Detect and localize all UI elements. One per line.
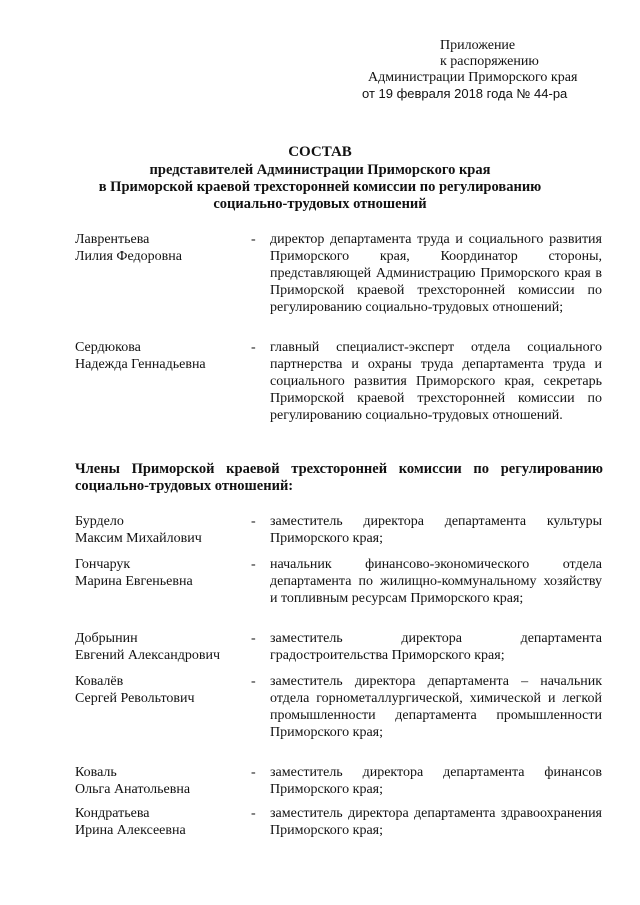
- person-surname: Добрынин: [75, 631, 138, 646]
- person-role: заместитель директора департамента здравоохранения Приморского края;: [270, 806, 602, 838]
- appendix-line: к распоряжению: [440, 54, 539, 69]
- person-given-names: Ирина Алексеевна: [75, 823, 186, 838]
- appendix-header: [360, 38, 600, 102]
- person-surname: Ковалёв: [75, 674, 124, 689]
- person-surname: Кондратьева: [75, 806, 150, 821]
- person-name: [75, 764, 250, 798]
- separator-dash: -: [251, 765, 256, 780]
- person-name: [75, 673, 250, 707]
- separator-dash: -: [251, 340, 256, 355]
- person-role: директор департамента труда и социального развития Приморского края, Координатор стороны, представляющей Администрацию Приморского края в Приморской краевой трехсторонней комиссии по регулированию социально-трудовых отношений;: [270, 232, 602, 315]
- person-name: [75, 513, 250, 547]
- person-name: [75, 556, 250, 590]
- person-role: заместитель директора департамента градостроительства Приморского края;: [270, 631, 602, 663]
- person-role: главный специалист-эксперт отдела социального партнерства и охраны труда департамента труда и социального развития Приморского края, секретарь Приморской краевой трехсторонней комиссии по регулированию социально-трудовых отношений.: [270, 340, 602, 423]
- person-role: заместитель директора департамента культуры Приморского края;: [270, 514, 602, 546]
- separator-dash: -: [251, 514, 256, 529]
- person-role: заместитель директора департамента – начальник отдела горнометаллургической, химической и легкой промышленности департамента промышленности Приморского края;: [270, 674, 602, 740]
- person-surname: Бурдело: [75, 514, 124, 529]
- person-name: [75, 805, 250, 839]
- person-given-names: Евгений Александрович: [75, 648, 221, 663]
- person-given-names: Максим Михайлович: [75, 531, 202, 546]
- person-name: [75, 339, 250, 373]
- person-name: [75, 630, 250, 664]
- separator-dash: -: [251, 631, 256, 646]
- members-heading: Члены Приморской краевой трехсторонней комиссии по регулированию социально-трудовых отношений:: [75, 461, 603, 494]
- separator-dash: -: [251, 557, 256, 572]
- title-main: СОСТАВ: [288, 144, 352, 160]
- title-subline: представителей Администрации Приморского края: [149, 162, 491, 178]
- person-surname: Лаврентьева: [75, 232, 150, 247]
- person-surname: Коваль: [75, 765, 117, 780]
- person-given-names: Марина Евгеньевна: [75, 574, 193, 589]
- person-given-names: Надежда Геннадьевна: [75, 357, 206, 372]
- person-given-names: Лилия Федоровна: [75, 249, 182, 264]
- person-role: заместитель директора департамента финансов Приморского края;: [270, 765, 602, 797]
- person-given-names: Сергей Револьтович: [75, 691, 195, 706]
- person-surname: Гончарук: [75, 557, 131, 572]
- person-role: начальник финансово-экономического отдела департамента по жилищно-коммунальному хозяйству и топливным ресурсам Приморского края;: [270, 557, 602, 606]
- person-surname: Сердюкова: [75, 340, 141, 355]
- appendix-line: Администрации Приморского края: [368, 70, 578, 85]
- person-given-names: Ольга Анатольевна: [75, 782, 191, 797]
- separator-dash: -: [251, 674, 256, 689]
- person-name: [75, 231, 250, 265]
- separator-dash: -: [251, 232, 256, 247]
- appendix-date-line: от 19 февраля 2018 года № 44-ра: [362, 86, 568, 101]
- document-title: [0, 144, 640, 213]
- title-subline: в Приморской краевой трехсторонней комиссии по регулированию: [98, 179, 542, 195]
- title-subline: социально-трудовых отношений: [213, 196, 427, 212]
- separator-dash: -: [251, 806, 256, 821]
- appendix-line: Приложение: [440, 38, 516, 53]
